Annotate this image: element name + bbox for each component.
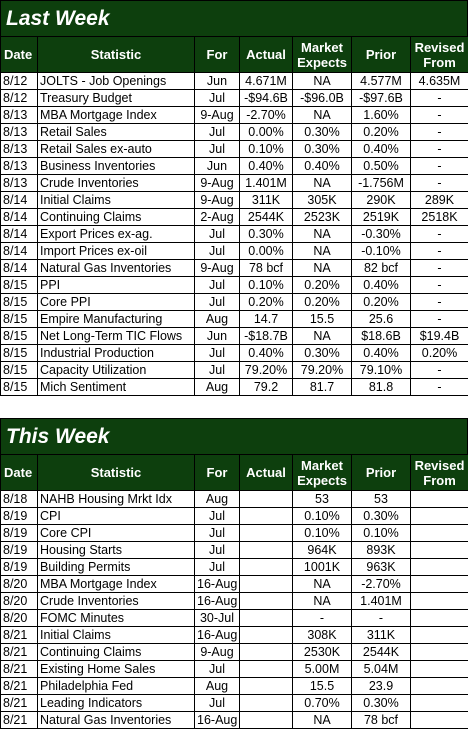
revised-from-cell: -: [411, 294, 468, 311]
statistic-cell: Empire Manufacturing: [38, 311, 195, 328]
statistic-cell: Core PPI: [38, 294, 195, 311]
for-cell: Jul: [195, 508, 240, 525]
revised-from-cell: [411, 559, 468, 576]
last-week-rows: [1, 73, 468, 396]
market-expects-cell: 0.20%: [293, 294, 352, 311]
for-cell: 9-Aug: [195, 260, 240, 277]
market-expects-cell: 0.40%: [293, 158, 352, 175]
actual-cell: 0.10%: [240, 141, 293, 158]
header-prior: Prior: [352, 37, 411, 73]
for-cell: Jul: [195, 124, 240, 141]
for-cell: 30-Jul: [195, 610, 240, 627]
market-expects-cell: NA: [293, 576, 352, 593]
date-cell: 8/14: [1, 209, 38, 226]
market-expects-cell: NA: [293, 593, 352, 610]
actual-cell: 0.40%: [240, 158, 293, 175]
table-row: [1, 345, 468, 362]
statistic-cell: Continuing Claims: [38, 209, 195, 226]
prior-cell: -0.30%: [352, 226, 411, 243]
date-cell: 8/21: [1, 644, 38, 661]
date-cell: 8/19: [1, 525, 38, 542]
market-expects-cell: NA: [293, 328, 352, 345]
actual-cell: 0.00%: [240, 124, 293, 141]
revised-from-cell: -: [411, 158, 468, 175]
prior-cell: -0.10%: [352, 243, 411, 260]
statistic-cell: Building Permits: [38, 559, 195, 576]
revised-from-cell: -: [411, 124, 468, 141]
market-expects-cell: -: [293, 610, 352, 627]
revised-from-cell: [411, 610, 468, 627]
for-cell: Aug: [195, 311, 240, 328]
market-expects-cell: 0.70%: [293, 695, 352, 712]
for-cell: Jul: [195, 243, 240, 260]
for-cell: Jul: [195, 277, 240, 294]
market-expects-cell: 0.30%: [293, 141, 352, 158]
prior-cell: 963K: [352, 559, 411, 576]
table-header-row: [1, 455, 468, 491]
header-revised-from: Revised From: [411, 37, 468, 73]
for-cell: 16-Aug: [195, 627, 240, 644]
date-cell: 8/21: [1, 712, 38, 729]
date-cell: 8/20: [1, 610, 38, 627]
for-cell: 9-Aug: [195, 107, 240, 124]
statistic-cell: Housing Starts: [38, 542, 195, 559]
for-cell: Jul: [195, 362, 240, 379]
market-expects-cell: -$96.0B: [293, 90, 352, 107]
table-row: [1, 226, 468, 243]
revised-from-cell: -: [411, 175, 468, 192]
table-row: [1, 192, 468, 209]
statistic-cell: Initial Claims: [38, 192, 195, 209]
prior-cell: 0.20%: [352, 294, 411, 311]
table-row: [1, 175, 468, 192]
prior-cell: 893K: [352, 542, 411, 559]
market-expects-cell: 0.10%: [293, 525, 352, 542]
actual-cell: [240, 610, 293, 627]
revised-from-cell: -: [411, 311, 468, 328]
table-row: [1, 362, 468, 379]
statistic-cell: Retail Sales ex-auto: [38, 141, 195, 158]
market-expects-cell: 5.00M: [293, 661, 352, 678]
statistic-cell: Mich Sentiment: [38, 379, 195, 396]
prior-cell: 0.30%: [352, 695, 411, 712]
actual-cell: 2544K: [240, 209, 293, 226]
prior-cell: 82 bcf: [352, 260, 411, 277]
table-row: [1, 644, 468, 661]
statistic-cell: Treasury Budget: [38, 90, 195, 107]
statistic-cell: FOMC Minutes: [38, 610, 195, 627]
actual-cell: [240, 678, 293, 695]
actual-cell: [240, 491, 293, 508]
market-expects-cell: NA: [293, 243, 352, 260]
prior-cell: 0.10%: [352, 525, 411, 542]
statistic-cell: Natural Gas Inventories: [38, 712, 195, 729]
statistic-cell: Net Long-Term TIC Flows: [38, 328, 195, 345]
table-row: [1, 260, 468, 277]
revised-from-cell: -: [411, 226, 468, 243]
header-prior: Prior: [352, 455, 411, 491]
date-cell: 8/13: [1, 124, 38, 141]
table-row: [1, 576, 468, 593]
prior-cell: 2519K: [352, 209, 411, 226]
prior-cell: 1.60%: [352, 107, 411, 124]
prior-cell: 0.40%: [352, 141, 411, 158]
actual-cell: [240, 576, 293, 593]
revised-from-cell: [411, 678, 468, 695]
statistic-cell: Leading Indicators: [38, 695, 195, 712]
for-cell: Jul: [195, 542, 240, 559]
actual-cell: [240, 508, 293, 525]
actual-cell: 79.2: [240, 379, 293, 396]
header-actual: Actual: [240, 37, 293, 73]
statistic-cell: Industrial Production: [38, 345, 195, 362]
date-cell: 8/21: [1, 678, 38, 695]
market-expects-cell: 15.5: [293, 311, 352, 328]
market-expects-cell: 0.30%: [293, 345, 352, 362]
header-date: Date: [1, 455, 38, 491]
date-cell: 8/15: [1, 345, 38, 362]
statistic-cell: Retail Sales: [38, 124, 195, 141]
for-cell: Aug: [195, 491, 240, 508]
revised-from-cell: 0.20%: [411, 345, 468, 362]
date-cell: 8/18: [1, 491, 38, 508]
statistic-cell: Import Prices ex-oil: [38, 243, 195, 260]
revised-from-cell: [411, 491, 468, 508]
revised-from-cell: -: [411, 260, 468, 277]
revised-from-cell: 4.635M: [411, 73, 468, 90]
table-row: [1, 243, 468, 260]
prior-cell: 0.50%: [352, 158, 411, 175]
actual-cell: [240, 525, 293, 542]
actual-cell: 14.7: [240, 311, 293, 328]
revised-from-cell: [411, 644, 468, 661]
prior-cell: 79.10%: [352, 362, 411, 379]
for-cell: Jul: [195, 226, 240, 243]
statistic-cell: Philadelphia Fed: [38, 678, 195, 695]
for-cell: Jun: [195, 328, 240, 345]
last-week-table: [0, 36, 468, 396]
statistic-cell: Crude Inventories: [38, 175, 195, 192]
statistic-cell: NAHB Housing Mrkt Idx: [38, 491, 195, 508]
statistic-cell: MBA Mortgage Index: [38, 576, 195, 593]
actual-cell: [240, 644, 293, 661]
for-cell: Jul: [195, 90, 240, 107]
market-expects-cell: 2523K: [293, 209, 352, 226]
actual-cell: [240, 627, 293, 644]
last-week-title: Last Week: [0, 0, 468, 36]
for-cell: Aug: [195, 379, 240, 396]
revised-from-cell: -: [411, 379, 468, 396]
prior-cell: -$97.6B: [352, 90, 411, 107]
date-cell: 8/12: [1, 73, 38, 90]
revised-from-cell: [411, 542, 468, 559]
table-row: [1, 712, 468, 729]
date-cell: 8/15: [1, 294, 38, 311]
actual-cell: 0.10%: [240, 277, 293, 294]
date-cell: 8/15: [1, 362, 38, 379]
for-cell: Jul: [195, 141, 240, 158]
revised-from-cell: 289K: [411, 192, 468, 209]
market-expects-cell: NA: [293, 712, 352, 729]
date-cell: 8/15: [1, 328, 38, 345]
for-cell: 9-Aug: [195, 192, 240, 209]
table-row: [1, 695, 468, 712]
date-cell: 8/19: [1, 542, 38, 559]
revised-from-cell: [411, 508, 468, 525]
table-row: [1, 311, 468, 328]
date-cell: 8/14: [1, 260, 38, 277]
revised-from-cell: [411, 525, 468, 542]
revised-from-cell: -: [411, 90, 468, 107]
header-for: For: [195, 455, 240, 491]
statistic-cell: JOLTS - Job Openings: [38, 73, 195, 90]
market-expects-cell: 1001K: [293, 559, 352, 576]
for-cell: Jul: [195, 294, 240, 311]
table-row: [1, 277, 468, 294]
revised-from-cell: [411, 712, 468, 729]
actual-cell: 4.671M: [240, 73, 293, 90]
date-cell: 8/19: [1, 559, 38, 576]
prior-cell: -1.756M: [352, 175, 411, 192]
actual-cell: 311K: [240, 192, 293, 209]
table-row: [1, 209, 468, 226]
actual-cell: 79.20%: [240, 362, 293, 379]
prior-cell: $18.6B: [352, 328, 411, 345]
this-week-section: [0, 418, 468, 729]
prior-cell: 290K: [352, 192, 411, 209]
for-cell: Jul: [195, 661, 240, 678]
this-week-table: [0, 454, 468, 729]
revised-from-cell: [411, 661, 468, 678]
revised-from-cell: [411, 576, 468, 593]
revised-from-cell: -: [411, 277, 468, 294]
prior-cell: 2544K: [352, 644, 411, 661]
date-cell: 8/14: [1, 243, 38, 260]
market-expects-cell: 305K: [293, 192, 352, 209]
prior-cell: 78 bcf: [352, 712, 411, 729]
revised-from-cell: [411, 593, 468, 610]
prior-cell: -: [352, 610, 411, 627]
table-row: [1, 508, 468, 525]
date-cell: 8/15: [1, 277, 38, 294]
statistic-cell: Natural Gas Inventories: [38, 260, 195, 277]
market-expects-cell: 964K: [293, 542, 352, 559]
prior-cell: 5.04M: [352, 661, 411, 678]
prior-cell: 0.20%: [352, 124, 411, 141]
for-cell: Jun: [195, 73, 240, 90]
prior-cell: 0.40%: [352, 277, 411, 294]
statistic-cell: Existing Home Sales: [38, 661, 195, 678]
prior-cell: 4.577M: [352, 73, 411, 90]
market-expects-cell: 2530K: [293, 644, 352, 661]
statistic-cell: PPI: [38, 277, 195, 294]
statistic-cell: Continuing Claims: [38, 644, 195, 661]
for-cell: Jul: [195, 345, 240, 362]
actual-cell: [240, 661, 293, 678]
table-row: [1, 593, 468, 610]
statistic-cell: Initial Claims: [38, 627, 195, 644]
statistic-cell: Core CPI: [38, 525, 195, 542]
revised-from-cell: -: [411, 243, 468, 260]
header-statistic: Statistic: [38, 455, 195, 491]
date-cell: 8/19: [1, 508, 38, 525]
prior-cell: 53: [352, 491, 411, 508]
actual-cell: 0.00%: [240, 243, 293, 260]
market-expects-cell: NA: [293, 107, 352, 124]
table-row: [1, 559, 468, 576]
for-cell: 16-Aug: [195, 593, 240, 610]
table-row: [1, 73, 468, 90]
statistic-cell: CPI: [38, 508, 195, 525]
header-market-expects: Market Expects: [293, 455, 352, 491]
date-cell: 8/20: [1, 593, 38, 610]
date-cell: 8/20: [1, 576, 38, 593]
date-cell: 8/21: [1, 627, 38, 644]
revised-from-cell: -: [411, 141, 468, 158]
date-cell: 8/21: [1, 661, 38, 678]
revised-from-cell: $19.4B: [411, 328, 468, 345]
date-cell: 8/13: [1, 141, 38, 158]
table-row: [1, 542, 468, 559]
statistic-cell: Capacity Utilization: [38, 362, 195, 379]
this-week-title: This Week: [0, 418, 468, 454]
actual-cell: [240, 559, 293, 576]
prior-cell: 25.6: [352, 311, 411, 328]
market-expects-cell: 81.7: [293, 379, 352, 396]
statistic-cell: MBA Mortgage Index: [38, 107, 195, 124]
header-actual: Actual: [240, 455, 293, 491]
table-row: [1, 661, 468, 678]
table-row: [1, 124, 468, 141]
header-for: For: [195, 37, 240, 73]
revised-from-cell: -: [411, 362, 468, 379]
market-expects-cell: 308K: [293, 627, 352, 644]
actual-cell: -$18.7B: [240, 328, 293, 345]
date-cell: 8/14: [1, 192, 38, 209]
for-cell: 2-Aug: [195, 209, 240, 226]
market-expects-cell: NA: [293, 175, 352, 192]
revised-from-cell: 2518K: [411, 209, 468, 226]
actual-cell: [240, 593, 293, 610]
prior-cell: 0.30%: [352, 508, 411, 525]
for-cell: Jul: [195, 559, 240, 576]
market-expects-cell: 0.10%: [293, 508, 352, 525]
statistic-cell: Business Inventories: [38, 158, 195, 175]
table-row: [1, 294, 468, 311]
table-row: [1, 379, 468, 396]
for-cell: Jul: [195, 525, 240, 542]
table-row: [1, 328, 468, 345]
market-expects-cell: 0.30%: [293, 124, 352, 141]
prior-cell: 1.401M: [352, 593, 411, 610]
date-cell: 8/21: [1, 695, 38, 712]
market-expects-cell: NA: [293, 260, 352, 277]
for-cell: 16-Aug: [195, 712, 240, 729]
prior-cell: 0.40%: [352, 345, 411, 362]
actual-cell: 0.20%: [240, 294, 293, 311]
actual-cell: 0.40%: [240, 345, 293, 362]
for-cell: Jun: [195, 158, 240, 175]
for-cell: 16-Aug: [195, 576, 240, 593]
table-row: [1, 491, 468, 508]
market-expects-cell: 53: [293, 491, 352, 508]
table-row: [1, 107, 468, 124]
table-row: [1, 90, 468, 107]
statistic-cell: Crude Inventories: [38, 593, 195, 610]
revised-from-cell: [411, 695, 468, 712]
section-gap: [0, 396, 468, 418]
revised-from-cell: -: [411, 107, 468, 124]
market-expects-cell: NA: [293, 226, 352, 243]
actual-cell: 1.401M: [240, 175, 293, 192]
for-cell: 9-Aug: [195, 175, 240, 192]
for-cell: 9-Aug: [195, 644, 240, 661]
date-cell: 8/13: [1, 158, 38, 175]
prior-cell: 81.8: [352, 379, 411, 396]
market-expects-cell: NA: [293, 73, 352, 90]
header-revised-from: Revised From: [411, 455, 468, 491]
date-cell: 8/12: [1, 90, 38, 107]
this-week-rows: [1, 491, 468, 729]
table-row: [1, 525, 468, 542]
header-market-expects: Market Expects: [293, 37, 352, 73]
statistic-cell: Export Prices ex-ag.: [38, 226, 195, 243]
header-statistic: Statistic: [38, 37, 195, 73]
prior-cell: -2.70%: [352, 576, 411, 593]
table-row: [1, 627, 468, 644]
actual-cell: -$94.6B: [240, 90, 293, 107]
date-cell: 8/15: [1, 379, 38, 396]
date-cell: 8/13: [1, 107, 38, 124]
table-row: [1, 610, 468, 627]
market-expects-cell: 0.20%: [293, 277, 352, 294]
table-header-row: [1, 37, 468, 73]
actual-cell: [240, 695, 293, 712]
table-row: [1, 678, 468, 695]
date-cell: 8/13: [1, 175, 38, 192]
prior-cell: 23.9: [352, 678, 411, 695]
actual-cell: 0.30%: [240, 226, 293, 243]
header-date: Date: [1, 37, 38, 73]
actual-cell: [240, 542, 293, 559]
for-cell: Jul: [195, 695, 240, 712]
date-cell: 8/15: [1, 311, 38, 328]
actual-cell: 78 bcf: [240, 260, 293, 277]
market-expects-cell: 15.5: [293, 678, 352, 695]
table-row: [1, 141, 468, 158]
date-cell: 8/14: [1, 226, 38, 243]
table-row: [1, 158, 468, 175]
revised-from-cell: [411, 627, 468, 644]
actual-cell: -2.70%: [240, 107, 293, 124]
for-cell: Aug: [195, 678, 240, 695]
market-expects-cell: 79.20%: [293, 362, 352, 379]
prior-cell: 311K: [352, 627, 411, 644]
actual-cell: [240, 712, 293, 729]
